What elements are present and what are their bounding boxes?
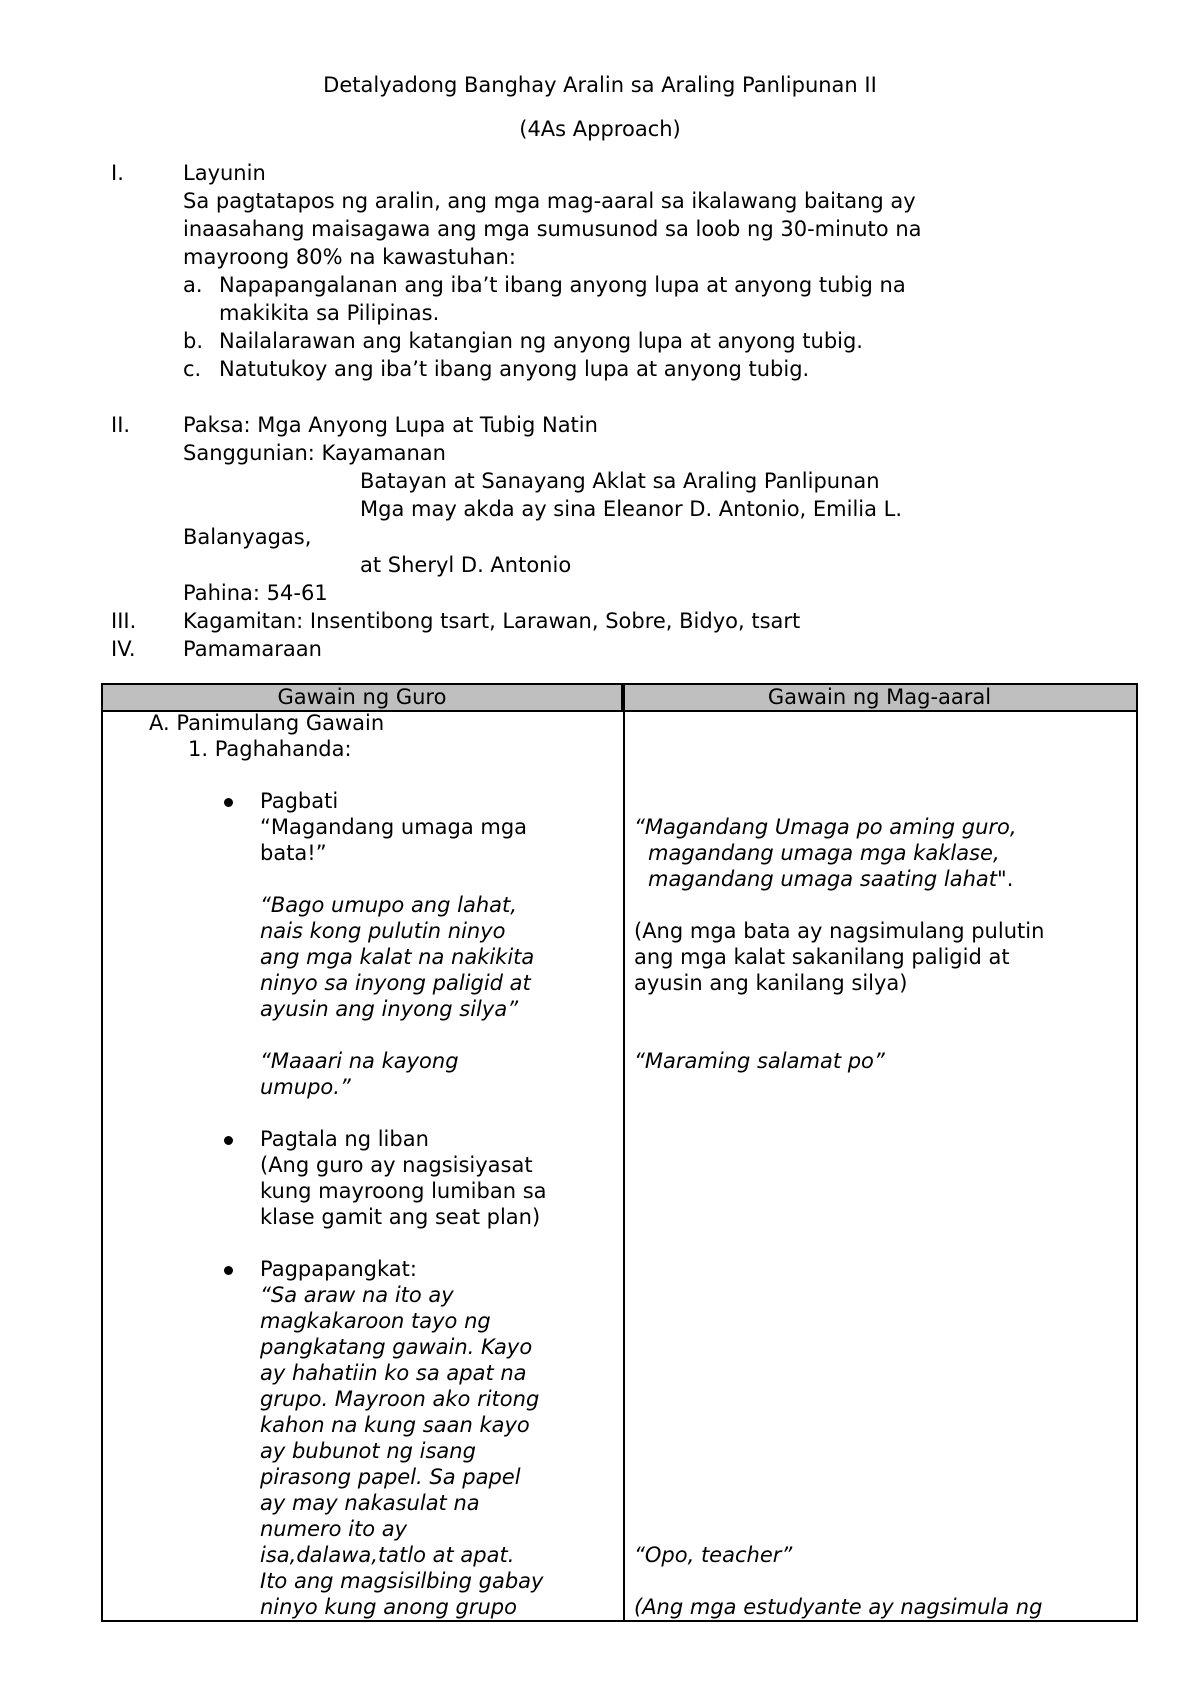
- teacher-line: “Maaari na kayong: [260, 1049, 459, 1073]
- teacher-line: ay bubunot ng isang: [260, 1439, 476, 1463]
- reference-line: at Sheryl D. Antonio: [360, 553, 572, 577]
- student-line: magandang umaga saating lahat: [648, 867, 998, 891]
- objective-letter: b.: [183, 329, 204, 353]
- teacher-line: kahon na kung saan kayo: [260, 1413, 530, 1437]
- objective-text: Napapangalanan ang iba’t ibang anyong lupa at anyong tubig na: [219, 273, 906, 297]
- teacher-line: “Magandang umaga mga: [260, 815, 528, 839]
- teacher-line: (Ang guro ay nagsisiyasat: [260, 1153, 533, 1177]
- bullet-icon: [224, 798, 233, 807]
- student-line: “Opo, teacher”: [634, 1543, 793, 1567]
- bullet-icon: [224, 1136, 233, 1145]
- section-2-number: II.: [111, 413, 131, 437]
- pagbati-label: Pagbati: [260, 789, 339, 813]
- column-divider: [623, 685, 625, 1620]
- reference-line: Batayan at Sanayang Aklat sa Araling Panlipunan: [360, 469, 880, 493]
- liban-label: Pagtala ng liban: [260, 1127, 429, 1151]
- teacher-line: pirasong papel. Sa papel: [260, 1465, 521, 1489]
- document-subtitle: (4As Approach): [519, 117, 681, 141]
- pangkat-label: Pagpapangkat:: [260, 1257, 417, 1281]
- teacher-line: umupo.”: [260, 1075, 351, 1099]
- student-line: magandang umaga mga kaklase,: [648, 841, 1000, 865]
- reference-line: Mga may akda ay sina Eleanor D. Antonio, Emilia L.: [360, 497, 903, 521]
- teacher-line: isa,dalawa,tatlo at apat.: [260, 1543, 515, 1567]
- student-line-wrap: [648, 866, 1013, 892]
- teacher-line: Ito ang magsisilbing gabay: [260, 1569, 544, 1593]
- closing-quote: ".: [997, 867, 1014, 891]
- teacher-line: ay hahatiin ko sa apat na: [260, 1361, 527, 1385]
- teacher-line: ayusin ang inyong silya”: [260, 997, 519, 1021]
- objective-letter: c.: [183, 357, 202, 381]
- objective-text: Natutukoy ang iba’t ibang anyong lupa at anyong tubig.: [219, 357, 810, 381]
- reference-label: Sanggunian: Kayamanan: [183, 441, 446, 465]
- reference-line: Balanyagas,: [183, 525, 312, 549]
- procedure-heading: Pamamaraan: [183, 637, 322, 661]
- objective-letter: a.: [183, 273, 203, 297]
- teacher-line: ay may nakasulat na: [260, 1491, 480, 1515]
- bullet-icon: [224, 1266, 233, 1275]
- part-a-heading: A. Panimulang Gawain: [149, 711, 385, 735]
- step-1-heading: 1. Paghahanda:: [188, 737, 352, 761]
- objective-text: Nailalarawan ang katangian ng anyong lupa at anyong tubig.: [219, 329, 863, 353]
- objective-intro-line: Sa pagtatapos ng aralin, ang mga mag-aaral sa ikalawang baitang ay: [183, 189, 916, 213]
- materials-line: Kagamitan: Insentibong tsart, Larawan, Sobre, Bidyo, tsart: [183, 609, 801, 633]
- teacher-line: ninyo sa inyong paligid at: [260, 971, 531, 995]
- objective-intro-line: inaasahang maisagawa ang mga sumusunod sa loob ng 30-minuto na: [183, 217, 922, 241]
- section-1-heading: Layunin: [183, 161, 266, 185]
- column-header-teacher: Gawain ng Guro: [103, 685, 623, 712]
- section-3-number: III.: [111, 609, 137, 633]
- teacher-line: grupo. Mayroon ako ritong: [260, 1387, 540, 1411]
- objective-intro-line: mayroong 80% na kawastuhan:: [183, 245, 516, 269]
- student-line: (Ang mga estudyante ay nagsimula ng: [634, 1595, 1043, 1619]
- student-line: ayusin ang kanilang silya): [634, 971, 908, 995]
- student-line: ang mga kalat sakanilang paligid at: [634, 945, 1010, 969]
- teacher-line: nais kong pulutin ninyo: [260, 919, 506, 943]
- section-4-number: IV.: [111, 637, 136, 661]
- teacher-line: kung mayroong lumiban sa: [260, 1179, 547, 1203]
- teacher-line: ang mga kalat na nakikita: [260, 945, 535, 969]
- teacher-line: pangkatang gawain. Kayo: [260, 1335, 533, 1359]
- objective-text: makikita sa Pilipinas.: [219, 301, 440, 325]
- teacher-line: ninyo kung anong grupo: [260, 1595, 517, 1619]
- student-line: “Magandang Umaga po aming guro,: [634, 815, 1017, 839]
- student-line: “Maraming salamat po”: [634, 1049, 885, 1073]
- column-header-student: Gawain ng Mag-aaral: [623, 685, 1136, 712]
- page-reference: Pahina: 54-61: [183, 581, 328, 605]
- document-title: Detalyadong Banghay Aralin sa Araling Panlipunan II: [323, 73, 877, 97]
- teacher-line: klase gamit ang seat plan): [260, 1205, 541, 1229]
- procedure-table: [101, 683, 1138, 1622]
- student-line: (Ang mga bata ay nagsimulang pulutin: [634, 919, 1045, 943]
- teacher-line: numero ito ay: [260, 1517, 408, 1541]
- teacher-line: bata!”: [260, 841, 327, 865]
- teacher-line: “Sa araw na ito ay: [260, 1283, 454, 1307]
- teacher-line: “Bago umupo ang lahat,: [260, 893, 517, 917]
- section-1-number: I.: [111, 161, 124, 185]
- topic-line: Paksa: Mga Anyong Lupa at Tubig Natin: [183, 413, 598, 437]
- teacher-line: magkakaroon tayo ng: [260, 1309, 491, 1333]
